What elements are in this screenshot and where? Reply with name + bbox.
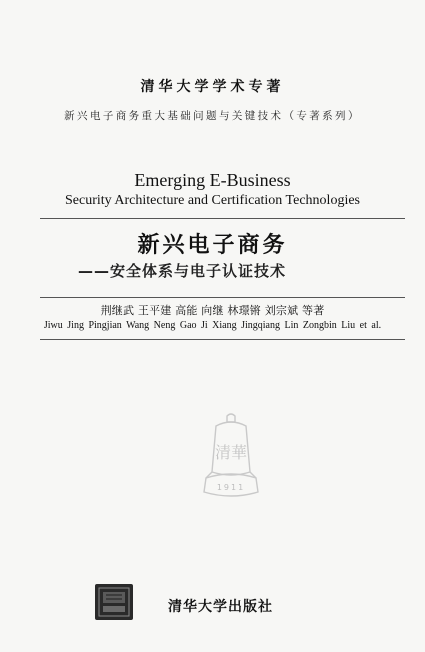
publisher-seal-logo-icon [94, 583, 134, 621]
authors-chinese: 荆继武 王平建 高能 向继 林璟锵 刘宗斌 等著 [100, 304, 325, 317]
emblem-script-text: 清華 [214, 443, 248, 462]
authors-english: Jiwu Jing Pingjian Wang Neng Gao Ji Xiang Jingqiang Lin Zongbin Liu et al. [43, 320, 382, 331]
divider-bottom [40, 339, 405, 340]
tsinghua-bell-emblem-icon [196, 412, 266, 504]
series-subtitle: 新兴电子商务重大基础问题与关键技术（专著系列） [64, 110, 361, 122]
divider-middle [40, 297, 405, 298]
divider-top [40, 218, 405, 219]
chinese-subtitle: ——安全体系与电子认证技术 [78, 262, 287, 280]
chinese-title: 新兴电子商务 [137, 233, 288, 258]
series-title: 清华大学学术专著 [140, 79, 285, 95]
english-title: Emerging E-Business [134, 170, 291, 190]
emblem-year: 1911 [216, 483, 246, 492]
english-subtitle: Security Architecture and Certification Technologies [65, 193, 360, 208]
publisher-name: 清华大学出版社 [168, 599, 273, 615]
